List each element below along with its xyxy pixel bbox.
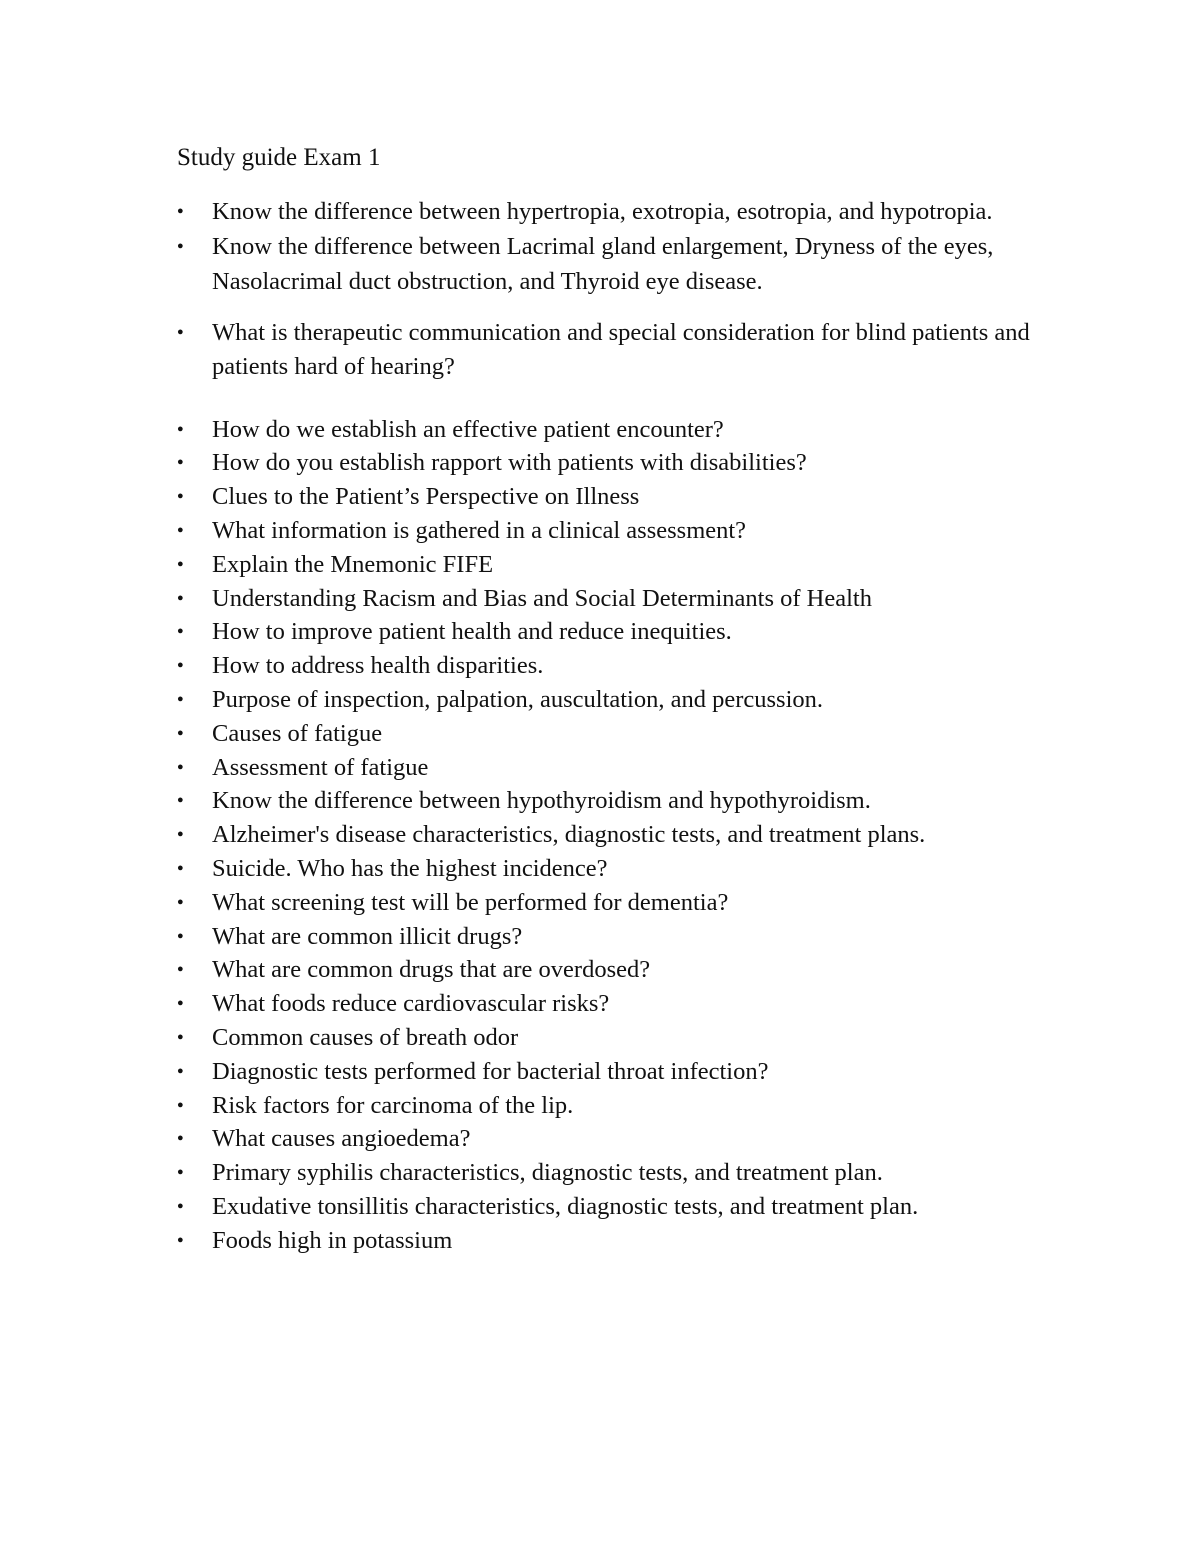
list-item: ● Alzheimer's disease characteristics, diagnostic tests, and treatment plans. (177, 818, 1057, 852)
page-title: Study guide Exam 1 (177, 144, 381, 171)
list-item: ● Purpose of inspection, palpation, auscultation, and percussion. (177, 683, 1057, 717)
list-item: ● Know the difference between Lacrimal gland enlargement, Dryness of the eyes, Nasolacrimal duct obstruction, and Thyroid eye disease. (177, 229, 1057, 299)
list-item: ● Know the difference between hypertropia, exotropia, esotropia, and hypotropia. (177, 194, 1057, 229)
list-item: ● What are common illicit drugs? (177, 920, 1057, 954)
list-item: ● What foods reduce cardiovascular risks? (177, 987, 1057, 1021)
list-item: ● Causes of fatigue (177, 717, 1057, 751)
list-item: ● What are common drugs that are overdosed? (177, 953, 1057, 987)
list-item: ● What information is gathered in a clinical assessment? (177, 514, 1057, 548)
list-item: ● Know the difference between hypothyroidism and hypothyroidism. (177, 784, 1057, 818)
list-item: ● How to address health disparities. (177, 649, 1057, 683)
list-item: ● What causes angioedema? (177, 1122, 1057, 1156)
list-item: ● Assessment of fatigue (177, 751, 1057, 785)
list-item: ● Clues to the Patient’s Perspective on Illness (177, 480, 1057, 514)
list-item: ● Explain the Mnemonic FIFE (177, 548, 1057, 582)
list-item: ● How do we establish an effective patient encounter? (177, 413, 1057, 447)
list-item: ● Understanding Racism and Bias and Social Determinants of Health (177, 582, 1057, 616)
list-item: ● Primary syphilis characteristics, diagnostic tests, and treatment plan. (177, 1156, 1057, 1190)
list-item: ● Suicide. Who has the highest incidence? (177, 852, 1057, 886)
list-item: ● Exudative tonsillitis characteristics, diagnostic tests, and treatment plan. (177, 1190, 1057, 1224)
list-item: ● What is therapeutic communication and special consideration for blind patients and patients hard of hearing? (177, 316, 1057, 384)
list-item: ● Common causes of breath odor (177, 1021, 1057, 1055)
list-item: ● What screening test will be performed for dementia? (177, 886, 1057, 920)
list-item: ● Foods high in potassium (177, 1224, 1057, 1258)
study-topic-list (177, 194, 1057, 1258)
list-item: ● Diagnostic tests performed for bacterial throat infection? (177, 1055, 1057, 1089)
list-item: ● How do you establish rapport with patients with disabilities? (177, 446, 1057, 480)
list-item: ● Risk factors for carcinoma of the lip. (177, 1089, 1057, 1123)
list-item: ● How to improve patient health and reduce inequities. (177, 615, 1057, 649)
